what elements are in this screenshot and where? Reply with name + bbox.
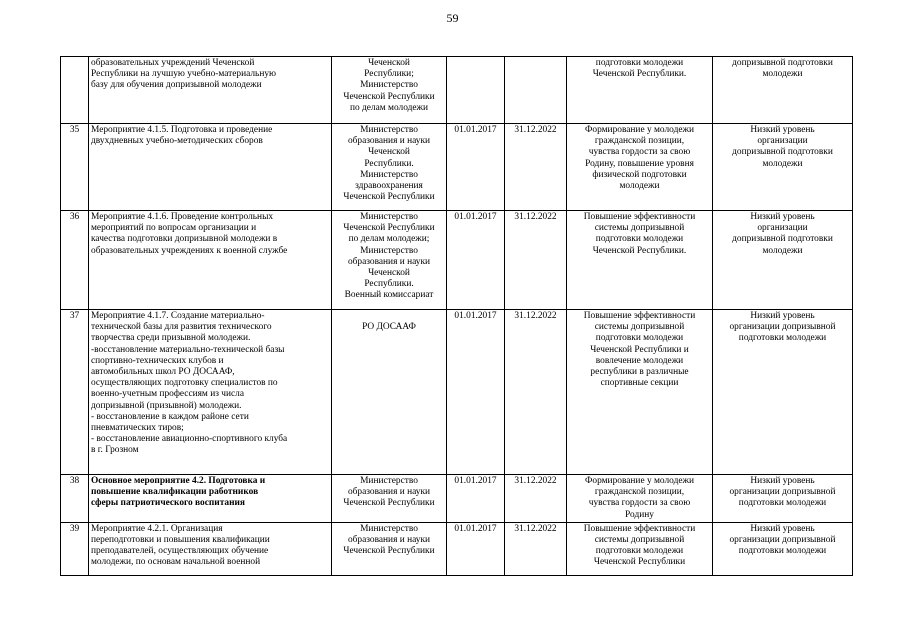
text-line: Повышение эффективности	[583, 212, 696, 222]
row-number	[61, 475, 89, 523]
text-line: творчества среди призывной молодежи.	[91, 333, 251, 344]
text-line: Военный комиссариат	[344, 290, 434, 301]
row-number-text: 36	[69, 212, 80, 222]
text-line	[334, 311, 444, 322]
text-line: спортивные секции	[600, 378, 679, 389]
text-line: допризывной подготовки	[732, 58, 833, 68]
text-line: подготовки молодежи	[738, 498, 827, 509]
text-line: Мероприятие 4.1.5. Подготовка и проведение	[91, 125, 273, 135]
text-line: гражданской позиции,	[594, 487, 685, 498]
text-line: Родину, повышение уровня	[585, 158, 694, 169]
row-number	[61, 57, 89, 124]
text-line: молодежи	[762, 69, 803, 80]
responsible-org-cell	[332, 57, 447, 124]
text-line: подготовки молодежи	[595, 333, 684, 344]
start-date-cell-text: 01.01.2017	[454, 311, 497, 321]
text-line: -восстановление материально-технической базы	[91, 344, 285, 355]
text-line: Низкий уровень	[750, 476, 815, 486]
table-row	[61, 211, 853, 310]
text-line: Министерство	[360, 476, 418, 486]
text-line: допризывной (призывной) молодежи.	[91, 400, 242, 411]
text-line: Чеченской Республики	[593, 557, 686, 568]
expected-result-cell	[567, 57, 713, 124]
expected-result-cell	[567, 310, 713, 475]
end-date-cell-text: 31.12.2022	[514, 523, 557, 534]
table-row	[61, 310, 853, 475]
row-number	[61, 522, 89, 575]
text-line: Республики.	[364, 158, 414, 169]
consequence-cell	[713, 211, 853, 310]
consequence-cell	[713, 310, 853, 475]
text-line: Республики на лучшую учебно-материальную	[91, 69, 277, 80]
text-line: системы допризывной	[594, 322, 685, 333]
text-line: Формирование у молодежи	[584, 125, 694, 135]
text-line: Министерство	[360, 80, 418, 91]
text-line: Низкий уровень	[750, 311, 815, 321]
text-line: военно-учетным профессиям из числа	[91, 389, 245, 400]
end-date-cell	[505, 475, 567, 523]
text-line: мероприятий по вопросам организации и	[91, 223, 257, 234]
text-line: преподавателей, осуществляющих обучение	[91, 546, 269, 557]
row-number	[61, 310, 89, 475]
text-line: Формирование у молодежи	[584, 476, 694, 486]
text-line: организации допризывной	[729, 487, 836, 498]
start-date-cell	[447, 57, 505, 124]
end-date-cell	[505, 310, 567, 475]
text-line: Министерство	[360, 245, 418, 256]
text-line: по делам молодежи	[349, 102, 429, 113]
table-row	[61, 522, 853, 575]
page-number: 59	[446, 11, 459, 25]
text-line: подготовки молодежи	[738, 333, 827, 344]
row-number-text: 38	[69, 476, 80, 486]
table-row	[61, 124, 853, 211]
text-line: образовательных учреждений Чеченской	[91, 58, 255, 68]
text-line: молодежи	[762, 245, 803, 256]
end-date-cell	[505, 211, 567, 310]
expected-result-cell	[567, 211, 713, 310]
text-line: допризывной подготовки	[732, 147, 833, 158]
text-line: образования и науки	[347, 136, 431, 147]
text-line: Чеченской Республики.	[592, 69, 687, 80]
end-date-cell-text: 31.12.2022	[514, 476, 557, 486]
text-line: чувства гордости за свою	[588, 147, 691, 158]
text-line: Чеченской	[368, 58, 410, 68]
text-line: системы допризывной	[594, 535, 685, 546]
expected-result-cell	[567, 475, 713, 523]
text-line: республики в различные	[590, 367, 689, 378]
text-line: здравоохранения	[355, 181, 423, 192]
text-line: в г. Грозном	[91, 445, 139, 456]
text-line: Министерство	[360, 125, 418, 135]
text-line: Низкий уровень	[750, 212, 815, 222]
table-body	[61, 57, 853, 576]
text-line: организации допризывной	[729, 322, 836, 333]
text-line: спортивно-технических клубов и	[91, 355, 224, 366]
activity-cell	[89, 211, 332, 310]
text-line: базу для обучения допризывной молодежи	[91, 80, 262, 91]
end-date-cell-text: 31.12.2022	[514, 125, 557, 135]
consequence-cell	[713, 475, 853, 523]
consequence-cell	[713, 124, 853, 211]
text-line: допризывной подготовки	[732, 234, 833, 245]
text-line: пневматических тиров;	[91, 423, 184, 434]
start-date-cell	[447, 310, 505, 475]
text-line: Чеченской Республики.	[592, 245, 687, 256]
responsible-org-cell	[332, 522, 447, 575]
responsible-org-cell	[332, 211, 447, 310]
text-line: Чеченской	[368, 147, 410, 158]
text-line: молодежи	[762, 158, 803, 169]
start-date-cell	[447, 522, 505, 575]
start-date-cell	[447, 124, 505, 211]
text-line: технической базы для развития технического	[91, 322, 272, 333]
text-line: организации	[757, 223, 808, 234]
activity-cell	[89, 310, 332, 475]
row-number-text	[63, 58, 86, 69]
text-line: молодежи, по основам начальной военной	[91, 557, 261, 568]
table-row	[61, 475, 853, 523]
text-line: двухдневных учебно-методических сборов	[91, 136, 263, 147]
text-line: осуществляющих подготовку специалистов по	[91, 378, 278, 389]
text-line: Чеченской	[368, 268, 410, 279]
activity-cell	[89, 124, 332, 211]
table-row	[61, 57, 853, 124]
text-line: Республики;	[364, 69, 414, 80]
text-line: Мероприятие 4.1.6. Проведение контрольных	[91, 212, 274, 222]
consequence-cell	[713, 522, 853, 575]
responsible-org-cell	[332, 475, 447, 523]
end-date-cell	[505, 57, 567, 124]
text-line: Министерство	[360, 212, 418, 222]
text-line: организации	[757, 136, 808, 147]
start-date-cell	[447, 475, 505, 523]
text-line: образования и науки	[347, 487, 431, 498]
text-line: гражданской позиции,	[594, 136, 685, 147]
text-line: - восстановление авиационно-спортивного клуба	[91, 434, 288, 445]
text-line: сферы патриотического воспитания	[91, 498, 245, 509]
row-number-text: 35	[69, 125, 80, 135]
responsible-org-cell	[332, 124, 447, 211]
end-date-cell	[505, 522, 567, 575]
text-line: Низкий уровень	[750, 523, 815, 534]
row-number	[61, 211, 89, 310]
text-line: подготовки молодежи	[595, 546, 684, 557]
start-date-cell-text	[449, 58, 502, 69]
text-line: чувства гордости за свою	[588, 498, 691, 509]
text-line: физической подготовки	[592, 169, 687, 180]
text-line: системы допризывной	[594, 223, 685, 234]
row-number	[61, 124, 89, 211]
text-line: Родину	[625, 509, 654, 520]
text-line: Низкий уровень	[750, 125, 815, 135]
text-line: Чеченской Республики	[343, 498, 435, 509]
text-line: образования и науки	[347, 256, 431, 267]
measures-table	[60, 56, 853, 576]
text-line: Чеченской Республики и	[590, 344, 689, 355]
text-line: по делам молодежи;	[348, 234, 430, 245]
activity-cell	[89, 475, 332, 523]
consequence-cell	[713, 57, 853, 124]
text-line: вовлечение молодежи	[595, 355, 684, 366]
text-line: молодежи	[619, 181, 660, 192]
row-number-text: 37	[69, 311, 80, 321]
activity-cell	[89, 522, 332, 575]
responsible-org-cell	[332, 310, 447, 475]
text-line: Основное мероприятие 4.2. Подготовка и	[91, 476, 266, 486]
text-line: РО ДОСААФ	[362, 322, 416, 333]
activity-cell	[89, 57, 332, 124]
text-line: организации допризывной	[729, 535, 836, 546]
text-line: Повышение эффективности	[583, 523, 696, 534]
text-line: Мероприятие 4.2.1. Организация	[91, 523, 223, 534]
start-date-cell	[447, 211, 505, 310]
end-date-cell-text	[507, 58, 564, 69]
text-line: подготовки молодежи	[738, 546, 827, 557]
start-date-cell-text: 01.01.2017	[454, 476, 497, 486]
text-line: Министерство	[360, 523, 418, 534]
start-date-cell-text: 01.01.2017	[454, 523, 497, 534]
start-date-cell-text: 01.01.2017	[454, 212, 497, 222]
text-line: качества подготовки допризывной молодежи в	[91, 234, 278, 245]
text-line: подготовки молодежи	[595, 58, 684, 68]
end-date-cell-text: 31.12.2022	[514, 212, 557, 222]
text-line: повышение квалификации работников	[91, 487, 259, 498]
text-line: Министерство	[360, 169, 418, 180]
text-line: подготовки молодежи	[595, 234, 684, 245]
text-line: Чеченской Республики	[343, 91, 435, 102]
text-line: образовательных учреждениях к военной службе	[91, 245, 288, 256]
text-line: Мероприятие 4.1.7. Создание материально-	[91, 311, 265, 321]
text-line: Чеченской Республики	[343, 546, 435, 557]
text-line: переподготовки и повышения квалификации	[91, 535, 270, 546]
text-line: образования и науки	[347, 535, 431, 546]
end-date-cell-text: 31.12.2022	[514, 311, 557, 321]
end-date-cell	[505, 124, 567, 211]
text-line: Чеченской Республики	[343, 192, 435, 203]
text-line: Чеченской Республики	[343, 223, 435, 234]
text-line: Повышение эффективности	[583, 311, 696, 321]
expected-result-cell	[567, 522, 713, 575]
text-line: - восстановление в каждом районе сети	[91, 411, 249, 422]
row-number-text: 39	[69, 523, 80, 534]
text-line: Республики.	[364, 279, 414, 290]
text-line: автомобильных школ РО ДОСААФ,	[91, 367, 235, 378]
start-date-cell-text: 01.01.2017	[454, 125, 497, 135]
expected-result-cell	[567, 124, 713, 211]
